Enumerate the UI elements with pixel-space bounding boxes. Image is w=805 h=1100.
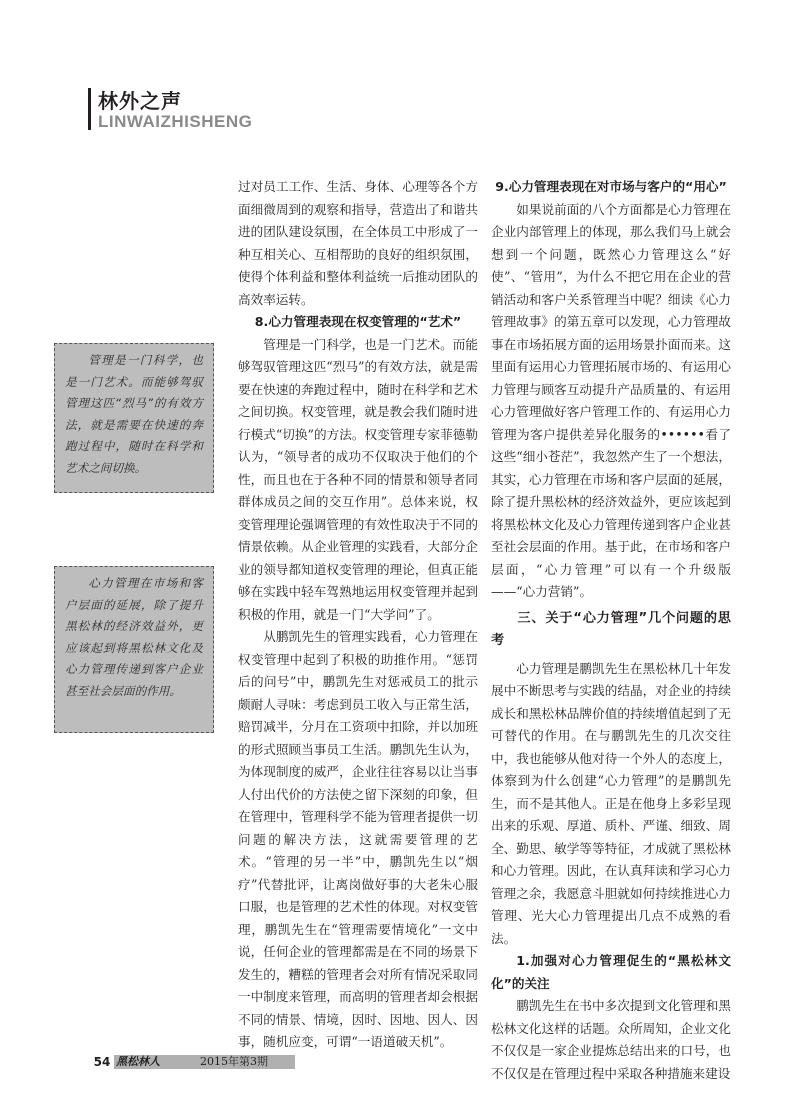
header-bar bbox=[88, 88, 91, 130]
heading-3-1: 1.加强对心力管理促生的“黑松林文化”的关注 bbox=[491, 953, 731, 991]
heading-9: 9.心力管理表现在对市场与客户的“用心” bbox=[495, 179, 727, 194]
pull-quote-2: 心力管理在市场和客户层面的延展，除了提升黑松林的经济效益外，更应该起到将黑松林文化及心力管理传递到客户企业甚至社会层面的作用。 bbox=[54, 566, 214, 733]
text-column-right bbox=[491, 176, 731, 1085]
section-title: 林外之声 bbox=[98, 89, 182, 113]
paragraph-3: 心力管理是鹏凯先生在黑松林几十年发展中不断思考与实践的结晶，对企业的持续成长和黑松林品牌价值的持续增值起到了无可替代的作用。在与鹏凯先生的几次交往中，我也能够从他对待一个外人的态度上，体察到为什么创建“心力管理”的是鹏凯先生，而不是其他人。正是在他身上多彩呈现出来的乐观、厚道、质朴、严谨、细致、周全、勤思、敏学等等特征，才成就了黑松林和心力管理。因此，在认真拜读和学习心力管理之余，我愿意斗胆就如何持续推进心力管理、光大心力管理提出几点不成熟的看法。 bbox=[491, 660, 731, 946]
heading-8: 8.心力管理表现在权变管理的“艺术” bbox=[254, 314, 462, 329]
section-title-pinyin: LINWAIZHISHENG bbox=[98, 112, 253, 131]
heading-section-3: 三、关于“心力管理”几个问题的思考 bbox=[491, 610, 731, 648]
paragraph-8b: 从鹏凯先生的管理实践看，心力管理在权变管理中起到了积极的助推作用。“惩罚后的问号”中，鹏凯先生对惩戒员工的批示颇耐人寻味：考虑到员工收入与正常生活，赔罚减半，分月在工资项中扣除，并以加班的形式照顾当事员工生活。鹏凯先生认为，为体现制度的威严，企业往往容易以让当事人付出代价的方法使之留下深刻的印象，但在管理中，管理科学不能为管理者提供一切问题的解决方法，这就需要管理的艺术。“管理的另一半”中，鹏凯先生以“烟疗”代替批评，让离岗做好事的大老朱心服口服，也是管理的艺术性的体现。对权变管理，鹏凯先生在“管理需要情境化”一文中说，任何企业的管理都需是在不同的场景下发生的，糟糕的管理者会对所有情况采取同一中制度来管理，而高明的管理者却会根据不同的情景、情境，因时、因地、因人、因事，随机应变，可谓“一语道破天机”。 bbox=[238, 629, 478, 1049]
paragraph-8a: 管理是一门科学，也是一门艺术。而能够驾驭管理这匹“烈马”的有效方法，就是需要在快速的奔跑过程中，随时在科学和艺术之间切换。权变管理，就是教会我们随时进行模式“切换”的方法。权变管理专家菲德勒认为，“领导者的成功不仅取决于他们的个性，而且也在于各种不同的情景和领导者同群体成员之间的交互作用”。总体来说，权变管理理论强调管理的有效性取决于不同的情景依赖。从企业管理的实践看，大部分企业的领导都知道权变管理的理论，但真正能够在实践中轻车驾熟地运用权变管理并起到积极的作用，就是一门“大学问”了。 bbox=[238, 336, 478, 622]
paragraph-3-1: 鹏凯先生在书中多次提到文化管理和黑松林文化这样的话题。众所周知，企业文化不仅仅是一家企业提炼总结出来的口号，也不仅仅是在管理过程中采取各种措施来建设 bbox=[491, 998, 731, 1081]
page-footer bbox=[90, 1055, 300, 1069]
pull-quote-1: 管理是一门科学，也是一门艺术。而能够驾驭管理这匹“烈马”的有效方法，就是需要在快速的奔跑过程中，随时在科学和艺术之间切换。 bbox=[54, 343, 214, 493]
issue-label: 2015年第3期 bbox=[200, 1055, 268, 1068]
paragraph-9: 如果说前面的八个方面都是心力管理在企业内部管理上的体现，那么我们马上就会想到一个问题，既然心力管理这么“好使”、“管用”，为什么不把它用在企业的营销活动和客户关系管理当中呢？细读《心力管理故事》的第五章可以发现，心力管理故事在市场拓展方面的运用场景扑面而来。这里面有运用心力管理拓展市场的、有运用心力管理与顾客互动提升产品质量的、有运用心力管理做好客户管理工作的、有运用心力管理为客户提供差异化服务的••••••看了这些“细小苍茫”，我忽然产生了一个想法，其实，心力管理在市场和客户层面的延展，除了提升黑松林的经济效益外，更应该起到将黑松林文化及心力管理传递到客户企业甚至社会层面的作用。基于此，在市场和客户层面，“心力管理”可以有一个升级版——“心力营销”。 bbox=[491, 201, 731, 599]
text-column-left bbox=[238, 176, 478, 1054]
paragraph-intro: 过对员工工作、生活、身体、心理等各个方面细微周到的观察和指导，营造出了和谐共进的团队建设氛围，在全体员工中形成了一种互相关心、互相帮助的良好的组织氛围，使得个体利益和整体利益统一后推动团队的高效率运转。 bbox=[238, 179, 478, 307]
magazine-name: 黑松林人 bbox=[116, 1055, 160, 1068]
page-number: 54 bbox=[90, 1054, 114, 1070]
